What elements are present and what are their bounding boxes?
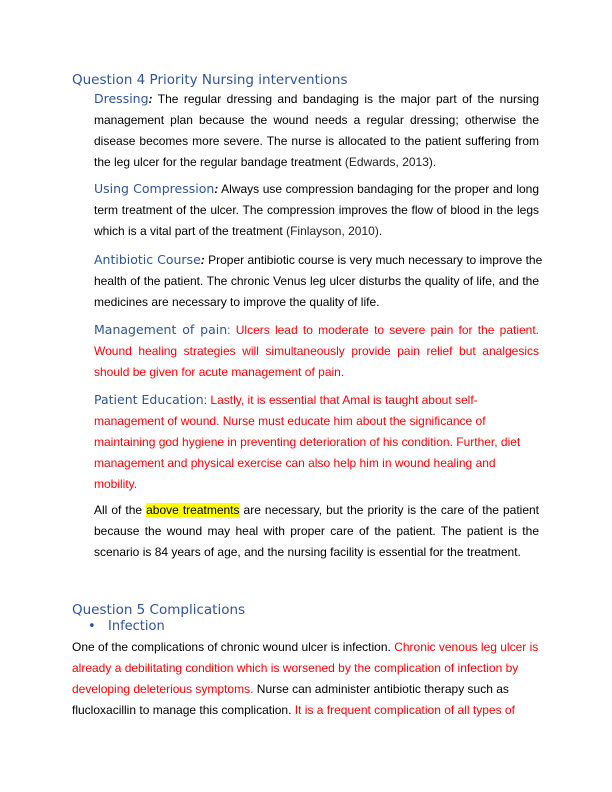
highlighted-text: above treatments <box>146 503 240 517</box>
complications-paragraph <box>72 637 542 721</box>
comp-line-4-black: flucloxacillin to manage this complication. <box>72 703 292 717</box>
summary-line-3: scenario is 84 years of age, and the nursing facility is essential for the treatment. <box>94 545 521 559</box>
antibiotic-colon: : <box>200 253 205 267</box>
dressing-line-2: management plan because the wound needs a regular dressing; otherwise the <box>94 113 539 127</box>
antibiotic-paragraph <box>94 249 543 313</box>
antibiotic-line-1: Proper antibiotic course is very much necessary to improve the <box>208 253 543 267</box>
summary-pre: All of the <box>94 503 143 517</box>
education-line-5: mobility. <box>94 477 138 491</box>
dressing-line-4: the leg ulcer for the regular bandage treatment <box>94 155 342 169</box>
compression-line-3: which is a vital part of the treatment <box>94 224 283 238</box>
compression-colon: : <box>214 182 219 196</box>
bullet-item-infection <box>88 619 165 634</box>
pain-line-1: Ulcers lead to moderate to severe pain for the patient. <box>235 323 540 337</box>
summary-line-2: because the wound may heal with proper care of the patient. The patient is the <box>94 524 539 538</box>
comp-line-2: already a debilitating condition which is worsened by the complication of infection by <box>72 661 519 675</box>
dressing-label: Dressing <box>94 91 149 106</box>
pain-colon: : <box>227 323 231 337</box>
dressing-paragraph <box>94 88 539 173</box>
comp-line-4-red: It is a frequent complication of all types of <box>294 703 515 717</box>
education-line-3: maintaining god hygiene in preventing deterioration of his condition. Further, diet <box>94 435 521 449</box>
dressing-line-1: The regular dressing and bandaging is the major part of the nursing <box>157 92 540 106</box>
education-paragraph <box>94 389 539 495</box>
pain-paragraph <box>94 319 539 383</box>
dressing-line-3: disease becomes more severe. The nurse is allocated to the patient suffering from <box>94 134 539 148</box>
education-label: Patient Education <box>94 392 204 407</box>
pain-line-3: should be given for acute management of pain. <box>94 365 345 379</box>
q4-heading: Question 4 Priority Nursing interventions <box>72 72 348 88</box>
comp-line-1-red: Chronic venous leg ulcer is <box>394 640 539 654</box>
antibiotic-line-3: medicines are necessary to improve the quality of life. <box>94 295 380 309</box>
education-line-1: Lastly, it is essential that Amal is taught about self- <box>210 393 478 407</box>
education-colon: : <box>203 393 208 407</box>
compression-citation: (Finlayson, 2010) <box>286 224 379 238</box>
compression-label: Using Compression <box>94 181 215 196</box>
comp-line-3-red: developing deleterious symptoms. <box>72 682 254 696</box>
bullet-icon: • <box>88 619 96 634</box>
q5-heading: Question 5 Complications <box>72 602 246 618</box>
bullet-label: Infection <box>108 619 165 634</box>
pain-line-2: Wound healing strategies will simultaneously provide pain relief but analgesics <box>94 344 539 358</box>
education-line-2: management of wound. Nurse must educate him about the significance of <box>94 414 486 428</box>
pain-label: Management of pain <box>94 322 228 337</box>
compression-end: . <box>378 224 383 238</box>
dressing-end: . <box>432 155 437 169</box>
comp-line-1-black: One of the complications of chronic wound ulcer is infection. <box>72 640 391 654</box>
antibiotic-label: Antibiotic Course <box>94 252 201 267</box>
dressing-colon: : <box>148 92 153 106</box>
education-line-4: management and physical exercise can also help him in wound healing and <box>94 456 496 470</box>
compression-line-2: term treatment of the ulcer. The compression improves the flow of blood in the legs <box>94 203 539 217</box>
antibiotic-line-2: health of the patient. The chronic Venus leg ulcer disturbs the quality of life, and the <box>94 274 539 288</box>
compression-line-1: Always use compression bandaging for the proper and long <box>221 182 540 196</box>
compression-paragraph <box>94 178 539 242</box>
summary-post: are necessary, but the priority is the care of the patient <box>243 503 539 517</box>
summary-paragraph <box>94 500 539 563</box>
comp-line-3-black: Nurse can administer antibiotic therapy such as <box>256 682 509 696</box>
dressing-citation: (Edwards, 2013) <box>344 155 433 169</box>
